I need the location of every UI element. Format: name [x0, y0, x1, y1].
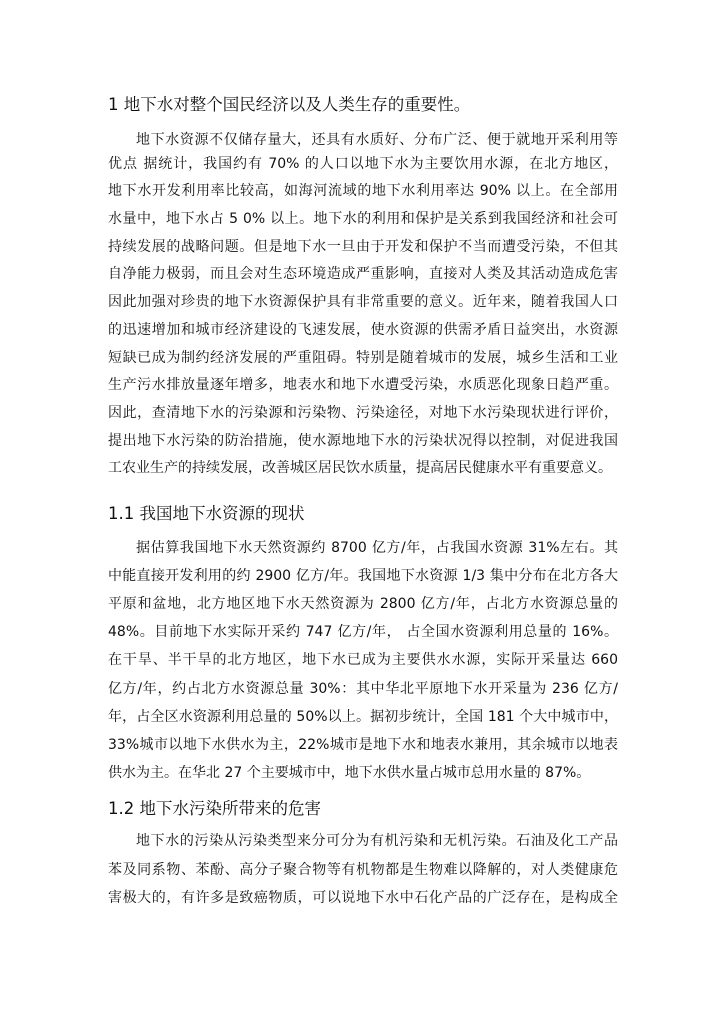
paragraph-line: 优点 据统计，我国约有 70% 的人口以地下水为主要饮用水源，在北方地区， [108, 156, 618, 172]
paragraph-line: 短缺已成为制约经济发展的严重阻碍。特别是随着城市的发展，城乡生活和工业 [108, 350, 618, 366]
paragraph-line: 持续发展的战略问题。但是地下水一旦由于开发和保护不当而遭受污染，不但其 [108, 239, 618, 255]
section-heading-1: 1 地下水对整个国民经济以及人类生存的重要性。 [108, 95, 471, 114]
paragraph-line: 地下水资源不仅储存量大，还具有水质好、分布广泛、便于就地开采利用等 [136, 132, 618, 148]
paragraph-line: 33%城市以地下水供水为主，22%城市是地下水和地表水兼用，其余城市以地表 [108, 737, 618, 753]
paragraph-line: 地下水的污染从污染类型来分可分为有机污染和无机污染。石油及化工产品 [136, 833, 618, 849]
paragraph-line: 因此加强对珍贵的地下水资源保护具有非常重要的意义。近年来，随着我国人口 [108, 294, 618, 310]
paragraph-line: 自净能力极弱，而且会对生态环境造成严重影响，直接对人类及其活动造成危害 [108, 266, 618, 282]
paragraph-line: 在干旱、半干旱的北方地区，地下水已成为主要供水水源，实际开采量达 660 [108, 652, 618, 668]
paragraph-line: 平原和盆地，北方地区地下水天然资源为 2800 亿方/年，占北方水资源总量的 [108, 596, 618, 612]
paragraph-line: 害极大的，有许多是致癌物质，可以说地下水中石化产品的广泛存在，是构成全 [108, 890, 618, 906]
paragraph-line: 中能直接开发利用的约 2900 亿方/年。我国地下水资源 1/3 集中分布在北方各大 [108, 568, 618, 584]
paragraph-line: 的迅速增加和城市经济建设的飞速发展，使水资源的供需矛盾日益突出，水资源 [108, 322, 618, 338]
paragraph-line: 年，占全区水资源利用总量的 50%以上。据初步统计，全国 181 个大中城市中， [108, 709, 618, 725]
paragraph-line: 地下水开发利用率比较高，如海河流域的地下水利用率达 90% 以上。在全部用 [108, 183, 618, 199]
paragraph-line: 生产污水排放量逐年增多，地表水和地下水遭受污染，水质恶化现象日趋严重。 [108, 377, 618, 393]
paragraph-line: 据估算我国地下水天然资源约 8700 亿方/年，占我国水资源 31%左右。其 [136, 540, 618, 556]
section-heading-1-1: 1.1 我国地下水资源的现状 [108, 504, 305, 523]
paragraph-line: 提出地下水污染的防治措施，使水源地地下水的污染状况得以控制，对促进我国 [108, 433, 618, 449]
paragraph-line: 因此，查清地下水的污染源和污染物、污染途径，对地下水污染现状进行评价， [108, 405, 618, 421]
paragraph-line: 供水为主。在华北 27 个主要城市中，地下水供水量占城市总用水量的 87%。 [108, 765, 591, 781]
paragraph-line: 工农业生产的持续发展，改善城区居民饮水质量，提高居民健康水平有重要意义。 [108, 460, 612, 476]
paragraph-line: 48%。目前地下水实际开采约 747 亿方/年， 占全国水资源利用总量的 16%。 [108, 624, 618, 640]
paragraph-line: 亿方/年，约占北方水资源总量 30%：其中华北平原地下水开采量为 236 亿方/ [108, 681, 618, 697]
section-heading-1-2: 1.2 地下水污染所带来的危害 [108, 799, 321, 818]
paragraph-line: 水量中，地下水占 5 0% 以上。地下水的利用和保护是关系到我国经济和社会可 [108, 211, 618, 227]
paragraph-line: 苯及同系物、苯酚、高分子聚合物等有机物都是生物难以降解的，对人类健康危 [108, 862, 618, 878]
